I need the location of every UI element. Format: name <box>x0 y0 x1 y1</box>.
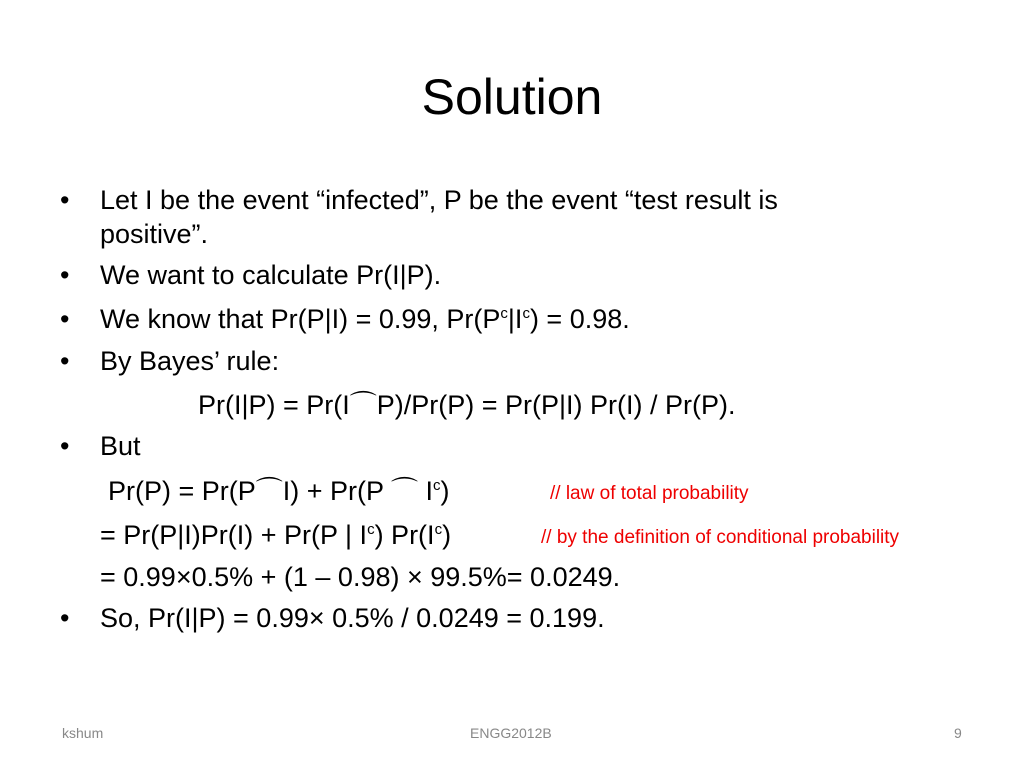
total-probability-part1: Pr(P) = Pr(P⌒I) + Pr(P ⌒ I <box>108 476 434 506</box>
bullet-but: But <box>100 431 141 461</box>
bullet-marker: • <box>60 185 70 215</box>
bullet-conclusion: So, Pr(I|P) = 0.99× 0.5% / 0.0249 = 0.199. <box>100 603 605 633</box>
known-values-part1: We know that Pr(P|I) = 0.99, Pr(P <box>100 304 501 334</box>
bullet-bayes-rule: By Bayes’ rule: <box>100 346 280 376</box>
complement-superscript: c <box>367 521 375 538</box>
bullet-marker: • <box>60 431 70 461</box>
total-probability-line <box>108 474 450 508</box>
conditional-definition-comment: // by the definition of conditional probability <box>541 527 900 548</box>
complement-superscript: c <box>500 305 508 322</box>
total-probability-comment: // law of total probability <box>550 483 749 504</box>
known-values-part2: |I <box>507 304 523 334</box>
bullet-known-values <box>100 302 630 336</box>
bullet-definition-line2: positive”. <box>100 219 209 249</box>
complement-superscript: c <box>434 521 443 538</box>
numeric-calculation-line: = 0.99×0.5% + (1 – 0.98) × 99.5%= 0.0249. <box>100 562 621 592</box>
bullet-definition-line1: Let I be the event “infected”, P be the event “test result is <box>100 185 778 215</box>
conditional-definition-line <box>100 518 451 552</box>
complement-superscript: c <box>433 477 441 494</box>
footer-author: kshum <box>62 725 104 741</box>
conditional-part2: ) Pr(I <box>374 520 435 550</box>
complement-superscript: c <box>522 305 530 322</box>
footer-course: ENGG2012B <box>470 725 552 741</box>
total-probability-part2: ) <box>440 476 450 506</box>
footer-page-number: 9 <box>954 725 962 741</box>
slide-title: Solution <box>421 69 603 125</box>
known-values-part3: ) = 0.98. <box>529 304 630 334</box>
bullet-marker: • <box>60 603 70 633</box>
conditional-part1: = Pr(P|I)Pr(I) + Pr(P | I <box>100 520 368 550</box>
bayes-formula: Pr(I|P) = Pr(I⌒P)/Pr(P) = Pr(P|I) Pr(I) / Pr(P). <box>198 390 736 420</box>
bullet-marker: • <box>60 260 70 290</box>
conditional-part3: ) <box>442 520 452 550</box>
bullet-marker: • <box>60 304 70 334</box>
bullet-marker: • <box>60 346 70 376</box>
bullet-goal: We want to calculate Pr(I|P). <box>100 260 442 290</box>
